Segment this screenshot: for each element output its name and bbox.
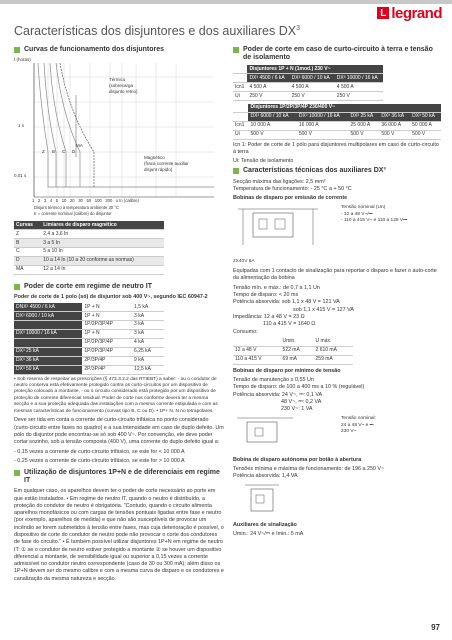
aux-section-size: Secção máxima das ligações: 2,5 mm² bbox=[233, 178, 326, 185]
shunt-p8: Impedância: 12 a 48 V = 23 Ω bbox=[233, 313, 305, 320]
chart-curve-b: B bbox=[52, 149, 56, 155]
uv-tension-title: Tensão nominal: bbox=[341, 416, 376, 422]
shunt-tension-1: - 12 a 48 V~/⎓ bbox=[341, 211, 373, 217]
undervoltage-diagram bbox=[233, 416, 441, 453]
trip-curve-chart bbox=[14, 57, 222, 217]
page-number: 97 bbox=[431, 623, 440, 632]
logo-mark: L bbox=[377, 7, 389, 19]
shunt-trip-schematic bbox=[233, 205, 323, 255]
earth-table-1: Disjuntores 1P + N (1mod.) 230 V~ DX³ 4500 / 6 kA DX³ 6000 / 10 kA DX³ 10000 / 16 kA Icn1 4 500 A 4 500 A 4 500 A Ui 250 V 250 V 250 V bbox=[233, 65, 383, 101]
shunt-p3: Equipadas com 1 contacto de sinalização para reportar o disparo e fazer o auto-corte da alimentação da bobina bbox=[233, 268, 437, 282]
chart-ma-label: MA bbox=[76, 143, 83, 149]
fuse-label: 2X40V 6A bbox=[233, 258, 255, 264]
chart-tick-1s: 1 s bbox=[18, 123, 25, 129]
chart-thermal-label: Térmico (sobrecarga disjunto retrio) bbox=[109, 77, 138, 95]
chart-x-ticks: 1 2 3 4 5 10 20 30 50 100 200 x In (calibre) bbox=[32, 198, 139, 204]
chart-curve-d: D bbox=[72, 149, 76, 155]
section-earth-fault: Poder de corte em caso de curto-circuito à terra e tensão de isolamento bbox=[233, 46, 441, 62]
shunt-p7: sob 1,1 x 415 V = 127 VA bbox=[293, 306, 354, 313]
legend-icn1: Icn 1: Poder de corte de 1 pólo para disjuntores multipolares em caso de curto-circuito à terra bbox=[233, 141, 439, 155]
left-column bbox=[14, 44, 224, 585]
legend-ui: Ui: Tensão de isolamento bbox=[233, 158, 294, 165]
sub-undervoltage: Bobinas de disparo por mínimo de tensão bbox=[233, 367, 341, 374]
section-aux: Características técnicas dos auxiliares DX³ bbox=[233, 167, 441, 175]
sub-signalling: Auxiliares de sinalização bbox=[233, 521, 297, 528]
chart-note-1: Disjunt térmico à temperatura ambiente 30 °C bbox=[34, 205, 119, 211]
chart-curve-z: Z bbox=[42, 149, 45, 155]
para-025: - 0,25 vezes a corrente de curto-circuito trifásico, se este for > 10 000 A bbox=[14, 457, 185, 464]
undervoltage-schematic bbox=[233, 416, 303, 450]
sub-autonomous: Bobina de disparo autónoma por botão à abertura bbox=[233, 456, 362, 463]
curves-table: Curvas Limiares de disparo magnético Z 2,4 a 3,6 In B 3 a 5 In C 5 a 10 In D 10 a 14 In (10 a 20 conforme as normas) MA 12 a 14 In bbox=[14, 221, 164, 275]
chart-tick-001: 0,01 s bbox=[14, 173, 27, 179]
shunt-trip-diagram bbox=[233, 205, 441, 265]
section-curves: Curvas de funcionamento dos disjuntores bbox=[14, 46, 224, 54]
it-subtitle: Poder de corte de 1 polo (só) de disjuntor sob 400 V~, segundo IEC 60947-2 bbox=[14, 293, 208, 300]
right-column bbox=[233, 44, 441, 541]
earth-table-2: Disjuntores 1P/2P/3P/4P 230/400 V~ DX³ 6000 / 10 kA DX³ 10000 / 16 kA DX³ 25 kA DX³ 36 kA DX³ 50 kA Icn1 10 000 A 16 000 A 25 000 A 36 000 A 50 000 A Ui 500 V 500 V 500 V 500 V 500 V bbox=[233, 104, 441, 140]
consumption-table: Umin. U máx. 12 a 48 V 522 mA 2 610 mA 110 a 415 V 69 mA 259 mA bbox=[233, 338, 353, 365]
uv-tension-2: 230 V~ bbox=[341, 429, 357, 435]
page-title: Características dos disjuntores e dos auxiliares $DX^3$ bbox=[14, 24, 300, 38]
section-1pn: Utilização de disjuntores 1P+N e de diferenciais em regime IT bbox=[14, 469, 224, 485]
shunt-p9: 110 a 415 V = 1640 Ω bbox=[263, 321, 316, 328]
para-015: - 0,15 vezes a corrente de curto-circuito trifásico, se este for < 10 000 A bbox=[14, 448, 185, 455]
aux-temp: Temperatura de funcionamento: - 25 °C a + 50 °C bbox=[233, 185, 352, 192]
uv-p13: Potência absorvida: 24 V~, ⎓: 0,1 VA bbox=[233, 391, 323, 398]
para-1pn: Em qualquer caso, os aparelhos devem ter o poder de corte necessário ao porte em que estão instalados. • Em regime de neutro IT, quando o neutro é distribuído, a proteção do condutor de neutro é obrigatória. "Contudo, quando o circuito alimenta aparelhos monofásicos ou com cargas de tensões pontuais ligadas entre fase e neutro (por exemplo, aparelhos de medida) e que não são susceptíveis de provocar um incêndio se forem submetidos à tensão entre fases, mas cuja deterioração é possível, o dispositivo de corte do condutor de neutro pode não provocar o corte dos condutores de fase do circuito." • É também possível utilizar disjuntores 1P+N em regime de neutro IT: ① se o condutor de neutro estiver protegido a montante ② se houver um dispositivo diferencial a montante, de sensibilidade igual ou superior a 0,15 vezes a corrente admissível no condutor neutro correspondente (caso de 30 ou 300 mA); além disso os 1P+N devem ser do mesmo calibre e com a mesma curva de disparo e os condutores e canalização da mesma natureza e secção. bbox=[14, 488, 224, 582]
legrand-logo bbox=[377, 4, 442, 22]
shunt-p4: Tensão mín. e máx.: de 0,7 a 1,1 Un bbox=[233, 284, 320, 291]
shunt-p5: Tempo de disparo: < 20 ms bbox=[233, 292, 299, 299]
logo-text: legrand bbox=[391, 4, 442, 22]
uv-p12: Tempo de disparo: de 100 a 400 ms a 10 % (regulável) bbox=[233, 384, 365, 391]
para-double-fault: Deve ser tida em conta a corrente de curto-circuito trifásica no ponto considerado (curto-circuito entre fases no quadro) e a sua intensidade em caso de duplo defeito. Um pólo do disjuntor pode encontrar-se só sob 400 V~. Por convenção, ele deve poder cortar sozinho, sob a tensão composta (400 V), uma corrente do duplo defeito igual a: bbox=[14, 417, 224, 446]
sub-shunt-trip: Bobinas de disparo por emissão de corrente bbox=[233, 195, 348, 202]
it-notes: • Sob reserva de respeitar as prescrições (§ 473.3.2.2 das RTIEBT) a saber: - ou o condutor de neutro conserva está efetivamente protegido contra os curto-circuitos por um dispositivo de proteção colocado a montante, - ou o circuito considerado está protegido por um dispositivo de proteção de corrente diferencial residual. Poder de corte nos conforme deverá ter a mesma secção e a sua proteção adequada das instalações com a mesma corrente estipulada e com as mesmas características de funcionamento (curvas tipo B, C ou D). • 1P+ N, N no tetrapolares. bbox=[14, 376, 218, 414]
shunt-tension-2: - 110 a 415 V~ e 110 a 125 V⎓ bbox=[341, 218, 407, 224]
shunt-p10: Consumo: bbox=[233, 328, 258, 335]
it-table: DNX³ 4500 / 6 kA 1P + N 1,5 kA DX³ 6000 / 10 kA 1P + N 3 kA 1P/2P/3P/4P 3 kA DX³ 10000 / 16 kA 1P + N 3 kA 1P/2P/3P/4P 4 kA DX³ 25 kA 1P/2P/3P/4P 6,25 kA DX³ 36 kA 2P/3P/4P 9 kA DX³ 50 kA 2P/3P/4P 12,5 kA bbox=[14, 303, 164, 375]
chart-magnetic-label: Magnético (fraca corrente auxiliar disjunt rápido) bbox=[144, 155, 189, 173]
autonomous-schematic bbox=[243, 483, 283, 519]
uv-tension-1: 24 a 48 V~ e ⎓ bbox=[341, 422, 374, 428]
sig-p18: Umin.: 24 V~/⎓ e Imin.: 5 mA bbox=[233, 531, 304, 538]
shunt-p6: Potência absorvida: sob 1,1 x 48 V = 121 VA bbox=[233, 299, 340, 306]
uv-p11: Tensão de manutenção ≥ 0,55 Un bbox=[233, 376, 314, 383]
chart-note-2: Ir = corrente nominal (calibre) do disjuntor bbox=[34, 211, 112, 217]
auto-p17: Potência absorvida: 1,4 VA bbox=[233, 473, 298, 480]
section-it-cut: Poder de corte em regime de neutro IT bbox=[14, 283, 224, 291]
shunt-tension-title: Tensão nominal (Un) bbox=[341, 205, 386, 211]
chart-curve-c: C bbox=[62, 149, 66, 155]
auto-p16: Tensões mínima e máxima de funcionamento: de 196 a 250 V~ bbox=[233, 466, 385, 473]
uv-p14: 48 V~, ⎓: 0,2 VA bbox=[281, 398, 322, 405]
chart-y-label: t (horas) bbox=[14, 57, 31, 63]
uv-p15: 230 V~: 1 VA bbox=[281, 406, 313, 413]
